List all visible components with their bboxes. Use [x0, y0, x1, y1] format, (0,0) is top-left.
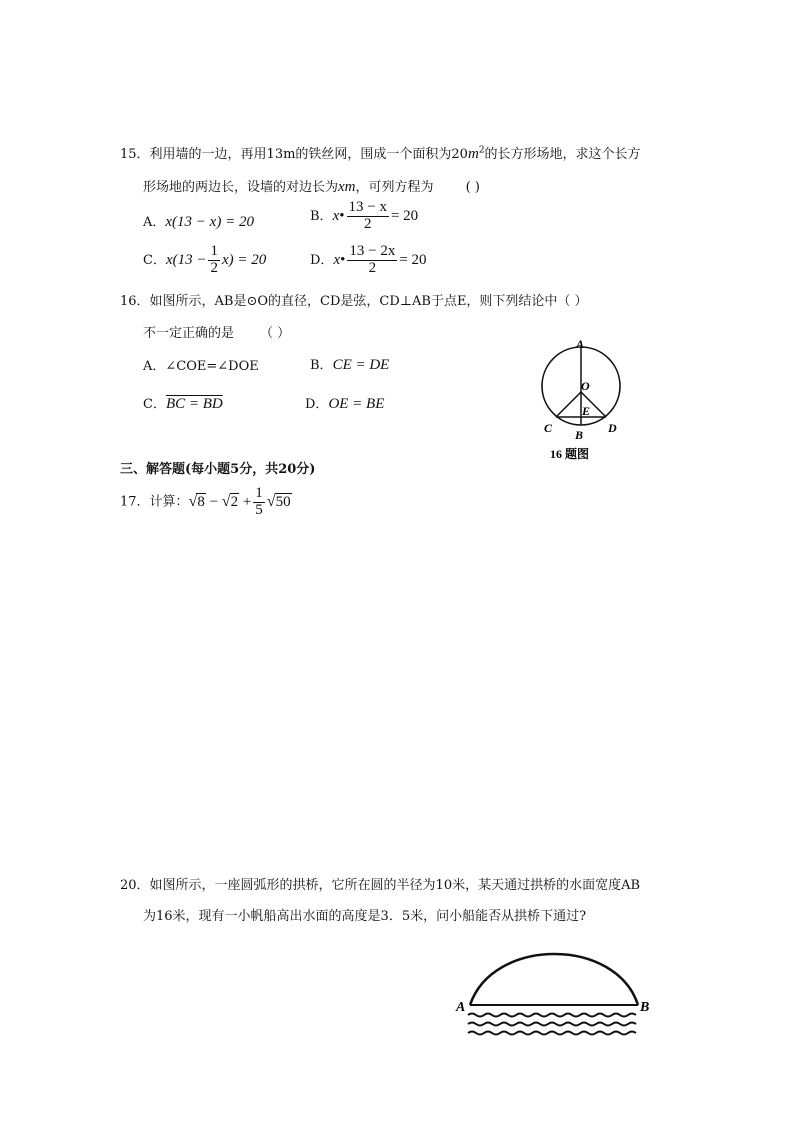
q20-line2: 为16米，现有一小帆船高出水面的高度是3．5米，问小船能否从拱桥下通过? [143, 909, 587, 924]
q17-fraction [253, 486, 265, 519]
q15-option-b [310, 200, 418, 233]
q16-option-a [143, 355, 259, 374]
q15-line2-post: ，可列方程为 [355, 180, 434, 195]
wave-2 [468, 1023, 636, 1026]
q15-option-d [310, 244, 427, 277]
q15-option-c [143, 244, 266, 277]
q15-unit-sup: 2 [478, 145, 485, 156]
q15-option-b-den: 2 [363, 215, 372, 232]
q15-option-c-post: x) = 20 [221, 251, 267, 268]
label-a: A [576, 337, 585, 351]
q16-option-d-label: D． [305, 397, 329, 412]
q17-den: 5 [255, 501, 263, 518]
q15-option-c-fraction [208, 244, 220, 277]
q15-line1-text: 15．利用墙的一边，再用13m的铁丝网，围成一个面积为20 [120, 147, 468, 162]
q15-option-b-x: x [332, 207, 340, 224]
q15-option-c-pre: x(13 − [165, 251, 207, 268]
q16-option-d [305, 393, 384, 413]
q16-option-d-expr: OE = BE [328, 396, 385, 412]
label-o: O [581, 379, 590, 393]
q17-minus: − [209, 493, 219, 510]
q16-line2 [143, 322, 290, 341]
radius-oc [556, 392, 581, 417]
label-a: A [456, 1000, 466, 1015]
q16-option-b-label: B． [310, 358, 333, 373]
q17-radicand-3: 50 [275, 493, 291, 510]
q15-option-d-den: 2 [368, 259, 377, 276]
q15-option-a-label: A． [143, 215, 166, 230]
q15-option-b-fraction [347, 200, 389, 233]
q15-line1 [120, 143, 641, 163]
q17-expression: √8 − √2 + $\frac{1}{5}$ √50 [188, 485, 291, 518]
q15-option-d-num: 13 − 2x [349, 243, 396, 259]
q16-line1: 16．如图所示，AB是⊙O的直径，CD是弦，CD⊥AB于点E，则下列结论中（ ） [120, 294, 588, 309]
q15-option-c-num: 1 [210, 243, 218, 259]
label-c: C [544, 421, 553, 435]
label-b: B [640, 1000, 650, 1015]
q16-option-b [310, 354, 389, 374]
q15-option-c-den: 2 [210, 259, 218, 276]
q15-option-c-label: C． [143, 252, 166, 268]
q15-line1-end: 的长方形场地，求这个长方 [484, 147, 641, 162]
wave-1 [468, 1014, 636, 1017]
section-3-heading: 三、解答题(每小题5分，共20分) [120, 462, 316, 477]
q17-label: 17．计算： [120, 494, 189, 510]
q16-option-c [143, 393, 223, 413]
q16-option-c-expr: BC = BD [165, 396, 223, 412]
q15-unit-m: m [467, 146, 479, 162]
label-b: B [575, 428, 584, 442]
q15-line2-pre: 形场地的两边长，设墙的对边长为 [143, 180, 339, 195]
q15-option-d-dot: • [340, 251, 346, 268]
q15-option-a-expr: x(13 − x) = 20 [165, 214, 254, 230]
q15-option-a [143, 211, 254, 231]
label-e: E [582, 404, 591, 418]
q15-option-b-num: 13 − x [348, 199, 387, 215]
q15-answer-paren: ( ) [465, 180, 480, 195]
q15-option-d-fraction [347, 244, 397, 277]
q15-option-b-label: B． [310, 208, 333, 224]
figure-caption: 16 题图 [550, 447, 590, 461]
wave-3 [468, 1032, 636, 1035]
q17-line [120, 486, 292, 519]
q15-option-d-label: D． [310, 252, 334, 268]
q17-num: 1 [255, 485, 263, 501]
q17-radicand-2: 2 [230, 493, 239, 510]
q16-option-c-label: C． [143, 397, 166, 412]
q16-option-b-expr: CE = DE [332, 357, 390, 373]
q15-option-b-dot: • [339, 207, 345, 224]
q17-radicand-1: 8 [197, 493, 205, 510]
q16-option-a-expr: ∠COE=∠DOE [165, 359, 259, 374]
q17-plus: + [242, 493, 252, 510]
q16-answer-paren: （ ） [260, 326, 291, 341]
q15-line2 [143, 176, 480, 196]
bridge-arc [470, 954, 638, 1005]
q20-line1: 20．如图所示，一座圆弧形的拱桥，它所在圆的半径为10米，某天通过拱桥的水面宽度AB [120, 878, 641, 893]
q16-circle-figure [530, 335, 630, 465]
q15-option-b-rhs: = 20 [390, 207, 419, 224]
label-d: D [608, 421, 617, 435]
q16-option-a-label: A． [143, 359, 166, 374]
q15-option-d-rhs: = 20 [399, 251, 427, 268]
q16-line2-text: 不一定正确的是 [143, 326, 235, 341]
q15-option-d-x: x [333, 251, 341, 268]
q15-line2-var: xm [338, 179, 356, 195]
q20-bridge-figure [453, 945, 658, 1045]
